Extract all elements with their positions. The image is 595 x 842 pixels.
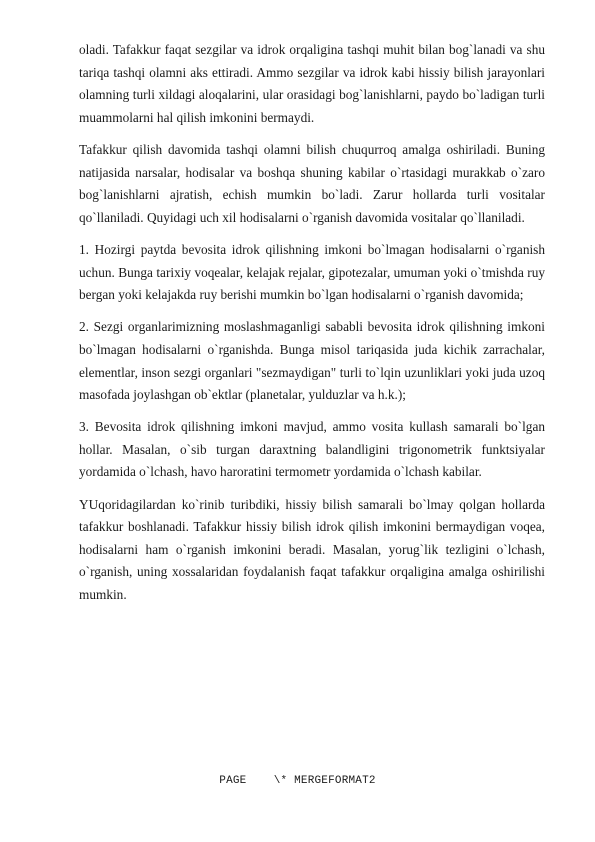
paragraph: 3. Bevosita idrok qilishning imkoni mavjud, ammo vosita kullash samarali bo`lgan hollar. Masalan, o`sib turgan daraxtning balandligini trigonometrik funktsiyalar yordamida o`lchash, havo haroratini termometr yordamida o`lchash kabilar.: [79, 419, 545, 480]
paragraph: Tafakkur qilish davomida tashqi olamni bilish chuqurroq amalga oshiriladi. Buning natijasida narsalar, hodisalar va boshqa shuning kabilar o`rtasidagi murakkab o`zaro bog`lanishlarni ajratish, echish mumkin bo`ladi. Zarur hollarda turli vositalar qo`llaniladi. Quyidagi uch xil hodisalarni o`rganish davomida vositalar qo`llaniladi.: [79, 141, 545, 225]
paragraph: oladi. Tafakkur faqat sezgilar va idrok orqaligina tashqi muhit bilan bog`lanadi va shu tariqa tashqi olamni aks ettiradi. Ammo sezgilar va idrok kabi hissiy bilish jarayonlari olamning turli xildagi aloqalarini, ular orasidagi bog`lanishlarni, paydo bo`ladigan turli muammolarni hal qilish imkonini bermaydi.: [79, 42, 545, 125]
paragraph: 1. Hozirgi paytda bevosita idrok qilishning imkoni bo`lmagan hodisalarni o`rganish uchun. Bunga tarixiy voqealar, kelajak rejalar, gipotezalar, umuman yoki o`tmishda ruy bergan yoki kelajakda ruy berishi mumkin bo`lgan hodisalarni o`rganish davomida;: [79, 241, 545, 303]
page-footer-field: PAGE \* MERGEFORMAT2: [219, 775, 376, 787]
paragraph: YUqoridagilardan ko`rinib turibdiki, hissiy bilish samarali bo`lmay qolgan hollarda tafakkur boshlanadi. Tafakkur hissiy bilish idrok qilish imkonini bermaydigan voqea, hodisalarni ham o`rganish imkonini beradi. Masalan, yorug`lik tezligini o`lchash, o`rganish, uning xossalaridan foydalanish faqat tafakkur orqaligina amalga oshirilishi mumkin.: [79, 496, 545, 603]
document-body: [79, 39, 545, 616]
paragraph: 2. Sezgi organlarimizning moslashmaganligi sababli bevosita idrok qilishning imkoni bo`lmagan hodisalarni o`rganishda. Bunga misol tariqasida juda kichik zarrachalar, elementlar, inson sezgi organlari "sezmaydigan" turli to`lqin uzunliklari yoki juda uzoq masofada joylashgan ob`ektlar (planetalar, yulduzlar va h.k.);: [79, 319, 545, 403]
